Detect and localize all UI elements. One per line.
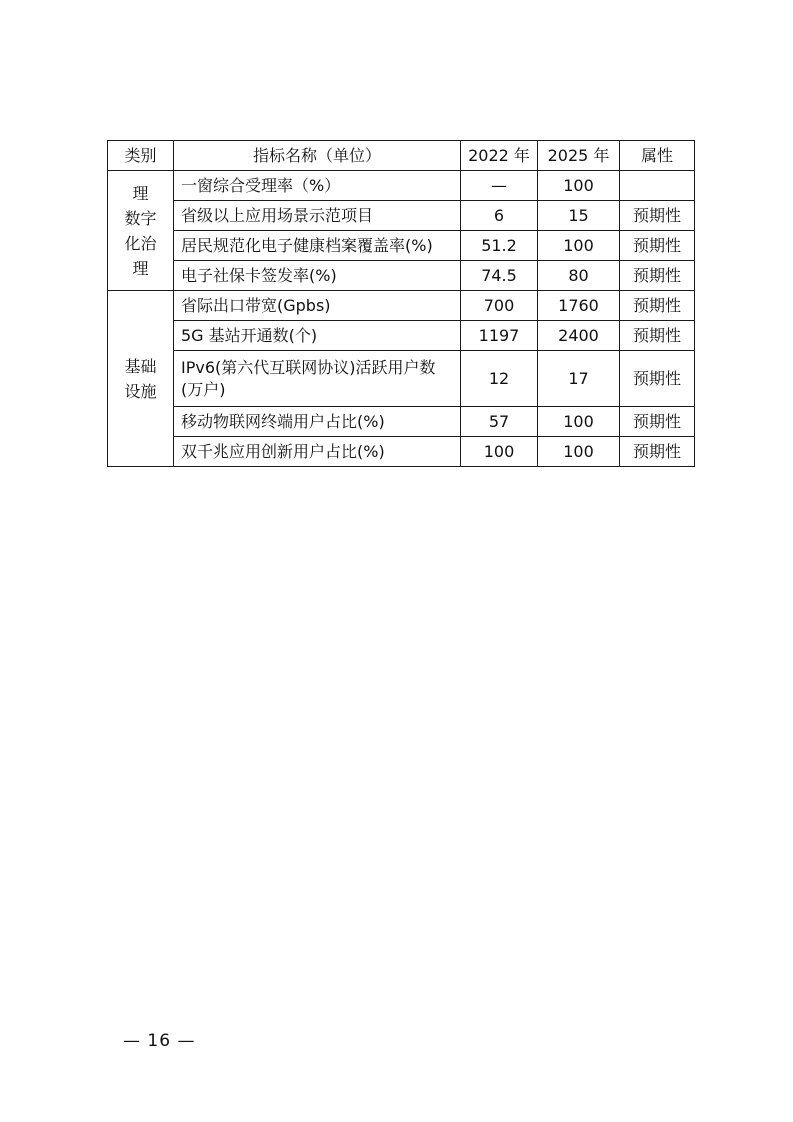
category-digital-governance xyxy=(108,171,174,291)
header-2025: 2025 年 xyxy=(538,141,620,171)
table-row xyxy=(108,201,695,231)
header-indicator-name: 指标名称（单位） xyxy=(174,141,461,171)
indicator-name: 省际出口带宽(Gpbs) xyxy=(174,291,461,321)
value-2022: 100 xyxy=(461,437,538,467)
value-2022: 700 xyxy=(461,291,538,321)
indicator-name: 5G 基站开通数(个) xyxy=(174,321,461,351)
indicator-name: 居民规范化电子健康档案覆盖率(%) xyxy=(174,231,461,261)
indicator-name: IPv6(第六代互联网协议)活跃用户数(万户) xyxy=(174,351,461,407)
header-attribute: 属性 xyxy=(620,141,695,171)
value-2025: 2400 xyxy=(538,321,620,351)
category-line: 设施 xyxy=(124,381,157,401)
value-2025: 80 xyxy=(538,261,620,291)
attribute: 预期性 xyxy=(620,231,695,261)
value-2022: 1197 xyxy=(461,321,538,351)
value-2022: 51.2 xyxy=(461,231,538,261)
value-2025: 17 xyxy=(538,351,620,407)
value-2025: 100 xyxy=(538,171,620,201)
table-row xyxy=(108,171,695,201)
indicator-name: 移动物联网终端用户占比(%) xyxy=(174,407,461,437)
value-2025: 15 xyxy=(538,201,620,231)
category-infrastructure xyxy=(108,291,174,467)
value-2025: 100 xyxy=(538,437,620,467)
category-line: 理 xyxy=(132,258,149,278)
value-2022: 74.5 xyxy=(461,261,538,291)
value-2022: — xyxy=(461,171,538,201)
table-row xyxy=(108,291,695,321)
indicator-name: 一窗综合受理率（%） xyxy=(174,171,461,201)
indicator-name: 省级以上应用场景示范项目 xyxy=(174,201,461,231)
value-2025: 100 xyxy=(538,407,620,437)
category-line: 理 xyxy=(132,183,149,203)
table-row xyxy=(108,407,695,437)
attribute: 预期性 xyxy=(620,291,695,321)
header-2022: 2022 年 xyxy=(461,141,538,171)
attribute: 预期性 xyxy=(620,351,695,407)
value-2025: 100 xyxy=(538,231,620,261)
indicator-name: 双千兆应用创新用户占比(%) xyxy=(174,437,461,467)
indicator-name: 电子社保卡签发率(%) xyxy=(174,261,461,291)
indicator-table xyxy=(107,140,695,467)
attribute xyxy=(620,171,695,201)
table-row xyxy=(108,321,695,351)
attribute: 预期性 xyxy=(620,407,695,437)
value-2022: 6 xyxy=(461,201,538,231)
value-2022: 57 xyxy=(461,407,538,437)
category-line: 基础 xyxy=(124,356,157,376)
table-row xyxy=(108,261,695,291)
attribute: 预期性 xyxy=(620,201,695,231)
category-line: 化治 xyxy=(124,233,157,253)
table-row xyxy=(108,351,695,407)
table-row xyxy=(108,231,695,261)
header-category: 类别 xyxy=(108,141,174,171)
table-header-row xyxy=(108,141,695,171)
page-number: — 16 — xyxy=(123,1031,196,1051)
table-row xyxy=(108,437,695,467)
attribute: 预期性 xyxy=(620,321,695,351)
category-line: 数字 xyxy=(124,208,157,228)
value-2022: 12 xyxy=(461,351,538,407)
attribute: 预期性 xyxy=(620,261,695,291)
attribute: 预期性 xyxy=(620,437,695,467)
value-2025: 1760 xyxy=(538,291,620,321)
